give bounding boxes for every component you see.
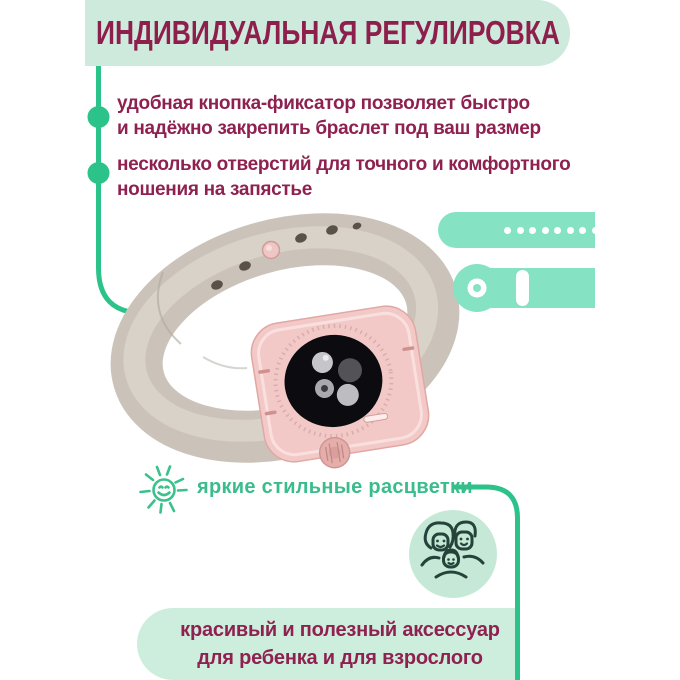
header-banner <box>85 0 570 66</box>
page-title: ИНДИВИДУАЛЬНАЯ РЕГУЛИРОВКА <box>95 14 560 51</box>
sport-band-holes-illustration <box>438 212 595 248</box>
feature-text-line: удобная кнопка-фиксатор позволяет быстро <box>117 93 530 114</box>
sport-band-pin-illustration <box>452 262 595 312</box>
footer-text-line: для ребенка и для взрослого <box>197 647 483 669</box>
bullet-dot <box>88 106 110 128</box>
sun-icon <box>137 460 193 516</box>
family-icon <box>409 510 497 598</box>
highlight-label: яркие стильные расцветки <box>197 476 473 498</box>
bullet-dot <box>88 162 110 184</box>
footer-banner <box>137 608 515 680</box>
band-pin <box>263 242 280 259</box>
watch-back-photo <box>105 192 475 477</box>
feature-text-line: и надёжно закрепить браслет под ваш размер <box>117 118 541 139</box>
feature-text-line: несколько отверстий для точного и комфортного <box>117 154 571 175</box>
footer-text-line: красивый и полезный аксессуар <box>180 619 500 641</box>
feature-text-line: ношения на запястье <box>117 179 313 200</box>
